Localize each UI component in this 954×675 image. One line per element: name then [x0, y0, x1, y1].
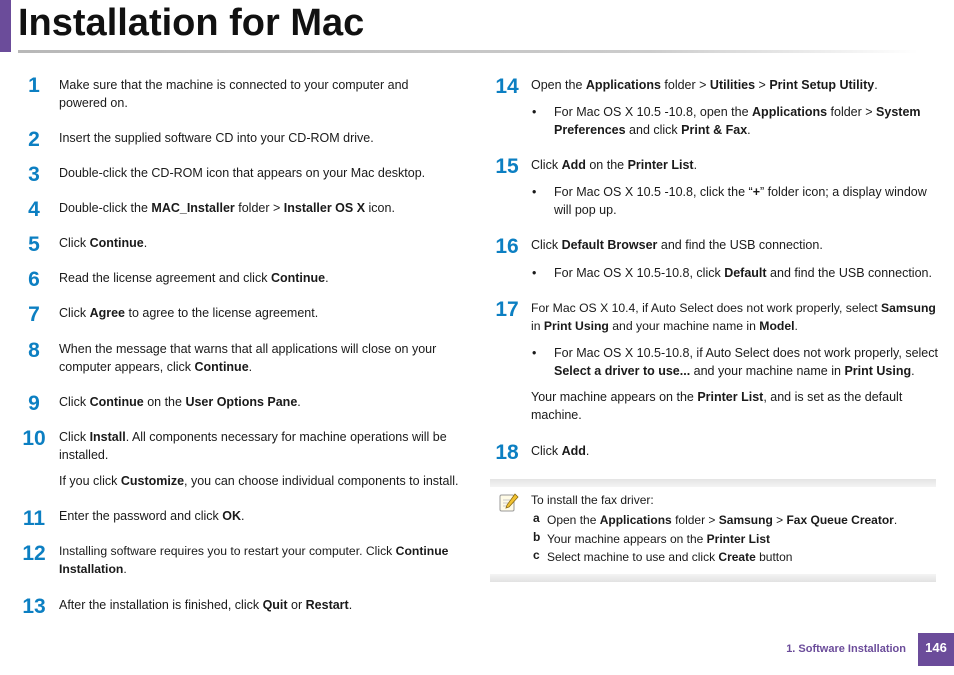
step-number: 14 [495, 75, 519, 98]
step-text [59, 596, 352, 614]
text: on the [143, 395, 186, 409]
page-number-badge: 146 [918, 633, 954, 666]
ui-term: User Options Pane [185, 395, 298, 409]
text: For Mac OS X 10.5-10.8, click [554, 266, 725, 280]
step-text [59, 340, 436, 376]
text: If you click [59, 474, 121, 488]
ui-term: Applications [752, 105, 828, 119]
ui-term: Continue [194, 360, 249, 374]
text: . [911, 364, 915, 378]
bullet-item [532, 264, 932, 282]
step-text: Double-click the CD-ROM icon that appears on your Mac desktop. [59, 166, 426, 180]
ui-term: Quit [262, 598, 288, 612]
step-number: 12 [22, 542, 46, 565]
text-line: will pop up. [554, 203, 617, 217]
ui-term: Printer List [627, 158, 694, 172]
text: Open the [531, 78, 586, 92]
ui-term: Installer OS X [283, 201, 366, 215]
note-item-letter: c [533, 548, 540, 562]
text: Installing software requires you to restart your computer. Click [59, 544, 396, 558]
step-text [59, 234, 147, 252]
step-text: Insert the supplied software CD into your CD-ROM drive. [59, 131, 374, 145]
text: and your machine name in [690, 364, 845, 378]
step-number: 17 [495, 298, 519, 321]
text: ” folder icon; a display window [760, 185, 927, 199]
step-text [59, 428, 447, 464]
step-number: 10 [22, 427, 46, 450]
text-line: For Mac OS X 10.5-10.8, if Auto Select does not work properly, select [554, 346, 938, 360]
step-paragraph [531, 388, 902, 424]
text: . [348, 598, 353, 612]
text: . [794, 319, 798, 333]
text: Click [59, 306, 90, 320]
note-box [490, 479, 936, 582]
step-text [531, 76, 878, 94]
bullet-dot: • [532, 185, 537, 199]
ui-term: Continue [89, 236, 144, 250]
bullet-dot: • [532, 105, 537, 119]
text: . [874, 78, 878, 92]
text: . [297, 395, 301, 409]
text: . [893, 513, 898, 527]
ui-term: Select a driver to use... [554, 364, 691, 378]
ui-term: OK [222, 509, 242, 523]
text: Click [59, 430, 90, 444]
ui-term: + [752, 185, 760, 199]
text: Click [531, 238, 562, 252]
text: . [747, 123, 751, 137]
ui-term: Model [759, 319, 795, 333]
text: to agree to the license agreement. [125, 306, 319, 320]
step-text [59, 269, 329, 287]
note-item-letter: b [533, 530, 541, 544]
ui-term: Customize [120, 474, 185, 488]
step-number: 2 [28, 128, 40, 151]
ui-term: Install [89, 430, 126, 444]
ui-term: Default [724, 266, 767, 280]
note-intro: To install the fax driver: [531, 493, 654, 507]
ui-term: Add [561, 158, 586, 172]
text-line: machine. [531, 408, 582, 422]
ui-term: Create [718, 550, 756, 564]
bullet-item [532, 344, 938, 380]
step-text [531, 442, 589, 460]
text: Open the [547, 513, 600, 527]
text: . All components necessary for machine operations will be [125, 430, 447, 444]
text: computer appears, click [59, 360, 195, 374]
text: Select machine to use and click [547, 550, 719, 564]
text: Read the license agreement and click [59, 271, 271, 285]
ui-term: Restart [305, 598, 349, 612]
bullet-dot: • [532, 346, 537, 360]
text: . [693, 158, 698, 172]
text-line: powered on. [59, 96, 128, 110]
ui-term: Samsung [880, 301, 936, 315]
ui-term: Default Browser [561, 238, 658, 252]
page-title: Installation for Mac [18, 2, 365, 44]
text-line: installed. [59, 448, 109, 462]
step-text [59, 199, 395, 217]
ui-term: Installation [59, 562, 124, 576]
step-text [531, 299, 936, 335]
accent-bar [0, 0, 11, 52]
ui-term: Continue [395, 544, 449, 558]
note-item-letter: a [533, 511, 540, 525]
text: After the installation is finished, click [59, 598, 263, 612]
text: and find the USB connection. [657, 238, 823, 252]
text: , you can choose individual components to install. [184, 474, 459, 488]
bullet-dot: • [532, 266, 537, 280]
step-number: 15 [495, 155, 519, 178]
text: in [531, 319, 544, 333]
text: and your machine name in [608, 319, 760, 333]
footer-section-label: 1. Software Installation [786, 643, 906, 655]
step-text [59, 542, 448, 578]
ui-term: Applications [585, 78, 661, 92]
text: or [287, 598, 306, 612]
text: Enter the password and click [59, 509, 223, 523]
text: button [755, 550, 793, 564]
note-item [547, 548, 792, 566]
text: . [123, 562, 127, 576]
step-text [59, 507, 245, 525]
text: and click [625, 123, 682, 137]
text: Click [59, 236, 90, 250]
step-text [59, 304, 318, 322]
step-paragraph [59, 472, 459, 490]
text: > [755, 78, 770, 92]
ui-term: Preferences [554, 123, 626, 137]
step-text [59, 76, 409, 112]
ui-term: Print Using [543, 319, 609, 333]
ui-term: Print Using [844, 364, 912, 378]
ui-term: Agree [89, 306, 125, 320]
ui-term: Samsung [718, 513, 773, 527]
step-text [531, 236, 823, 254]
bullet-item [532, 183, 927, 219]
text: Click [59, 395, 90, 409]
title-divider [18, 50, 918, 53]
text: , and is set as the default [763, 390, 903, 404]
step-number: 18 [495, 441, 519, 464]
text: Your machine appears on the [547, 532, 707, 546]
ui-term: Printer List [706, 532, 771, 546]
step-number: 13 [22, 595, 46, 618]
note-item [547, 511, 897, 529]
ui-term: Continue [270, 271, 326, 285]
step-number: 1 [28, 74, 40, 97]
ui-term: Fax Queue Creator [786, 513, 894, 527]
text: folder > [660, 78, 710, 92]
bullet-item [532, 103, 921, 139]
pencil-note-icon [499, 493, 519, 513]
text: . [143, 236, 148, 250]
text: and find the USB connection. [766, 266, 932, 280]
note-bottom-band [490, 574, 936, 582]
ui-term: MAC_Installer [151, 201, 235, 215]
text-line: When the message that warns that all applications will close on your [59, 342, 437, 356]
text: icon. [365, 201, 395, 215]
ui-term: Print Setup Utility [769, 78, 875, 92]
ui-term: Utilities [709, 78, 756, 92]
text: . [325, 271, 329, 285]
text: Click [531, 158, 562, 172]
text: Your machine appears on the [531, 390, 698, 404]
text: Double-click the [59, 201, 152, 215]
step-number: 6 [28, 268, 40, 291]
text: . [248, 360, 253, 374]
ui-term: Applications [599, 513, 672, 527]
text: . [241, 509, 245, 523]
ui-term: System [876, 105, 921, 119]
step-number: 3 [28, 163, 40, 186]
step-text [59, 393, 301, 411]
note-item [547, 530, 770, 548]
step-number: 11 [22, 507, 46, 530]
ui-term: Printer List [697, 390, 764, 404]
text: Click [531, 444, 562, 458]
step-number: 16 [495, 235, 519, 258]
text: For Mac OS X 10.5 -10.8, open the [554, 105, 753, 119]
ui-term: Continue [89, 395, 144, 409]
step-number: 4 [28, 198, 40, 221]
text: For Mac OS X 10.4, if Auto Select does not work properly, select [531, 301, 881, 315]
text: For Mac OS X 10.5 -10.8, click the “ [554, 185, 753, 199]
text: on the [585, 158, 628, 172]
step-number: 9 [28, 392, 40, 415]
ui-term: Add [561, 444, 586, 458]
step-number: 7 [28, 303, 40, 326]
text: folder > [827, 105, 877, 119]
step-number: 8 [28, 339, 40, 362]
text: > [772, 513, 787, 527]
note-top-band [490, 479, 936, 487]
text: folder > [671, 513, 719, 527]
step-number: 5 [28, 233, 40, 256]
text: . [585, 444, 590, 458]
text-line: Make sure that the machine is connected to your computer and [59, 78, 409, 92]
ui-term: Print & Fax [681, 123, 748, 137]
step-text [531, 156, 697, 174]
text: folder > [234, 201, 284, 215]
